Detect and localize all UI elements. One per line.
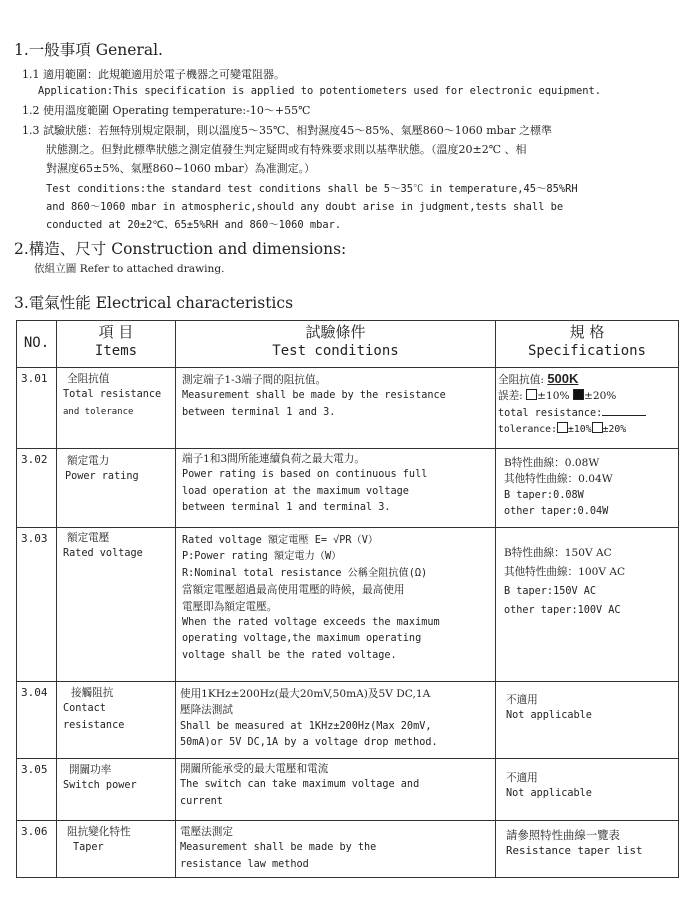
- tolerance-en-20-checkbox: [592, 422, 603, 433]
- row-item: 額定電力 Power rating: [57, 449, 176, 528]
- table-row: [17, 368, 679, 449]
- header-specifications: 規 格 Specifications: [496, 321, 679, 368]
- section-1-1-en: Application:This specification is applied to potentiometers used for electronic equipment.: [38, 85, 602, 97]
- header-test-conditions: 試驗條件 Test conditions: [176, 321, 496, 368]
- row-item: 全阻抗值 Total resistance and tolerance: [57, 368, 176, 449]
- row-spec: 不適用 Not applicable: [496, 682, 679, 759]
- row-test: Rated voltage 額定電壓 E= √PR（V） P:Power rating 額定電力（W） R:Nominal total resistance 公稱全阻抗值(Ω) 當額定電壓超過最高使用電壓的時候，最高使用 電壓即為額定電壓。 When the rated voltage exceeds the maximum operating voltage,the maximum operating voltage shall be the rated voltage.: [176, 528, 496, 682]
- row-item: 額定電壓 Rated voltage: [57, 528, 176, 682]
- header-no: NO.: [17, 321, 57, 368]
- row-test: 使用1KHz±200Hz(最大20mV,50mA)及5V DC,1A 壓降法測試 Shall be measured at 1KHz±200Hz(Max 20mV, 50mA)or 5V DC,1A by a voltage drop method.: [176, 682, 496, 759]
- section-1-3-en3: conducted at 20±2℃、65±5%RH and 860～1060 mbar.: [46, 219, 342, 231]
- row-no: 3.02: [17, 449, 57, 528]
- row-spec: B特性曲線：150V AC 其他特性曲線：100V AC B taper:150V AC other taper:100V AC: [496, 528, 679, 682]
- table-row: [17, 759, 679, 821]
- section-1-1-zh: 1.1 適用範圍：此規範適用於電子機器之可變電阻器。: [22, 68, 285, 81]
- row-test: 開關所能承受的最大電壓和電流 The switch can take maximum voltage and current: [176, 759, 496, 821]
- table-row: [17, 449, 679, 528]
- section-1-3-line3: 對濕度65±5%、氣壓860~1060 mbar）為准測定。）: [46, 162, 316, 175]
- row-test: 電壓法測定 Measurement shall be made by the resistance law method: [176, 821, 496, 878]
- section-1-3-line1: 1.3 試驗狀態：若無特別規定限制，則以溫度5～35℃、相對濕度45～85%、氣壓860～1060 mbar 之標準: [22, 124, 553, 137]
- section-3-title: 3.電氣性能 Electrical characteristics: [14, 294, 294, 312]
- section-1-title: 1.一般事項 General.: [14, 41, 163, 59]
- resistance-value: 500K: [547, 371, 579, 386]
- total-resistance-blank: [602, 405, 646, 416]
- tolerance-10-checkbox: [526, 389, 537, 400]
- row-item: 接觸阻抗 Contact resistance: [57, 682, 176, 759]
- electrical-characteristics-table: [16, 320, 679, 878]
- row-test: 端子1和3間所能連續負荷之最大電力。 Power rating is based on continuous full load operation at the maximum voltage between terminal 1 and terminal 3.: [176, 449, 496, 528]
- table-row: [17, 821, 679, 878]
- row-item: 阻抗變化特性 Taper: [57, 821, 176, 878]
- section-1-2: 1.2 使用溫度範圍 Operating temperature:-10～+55℃: [22, 104, 311, 117]
- tolerance-en-10-checkbox: [557, 422, 568, 433]
- table-row: [17, 528, 679, 682]
- section-1-3-line2: 狀態測之。但對此標準狀態之測定值發生判定疑問或有特殊要求則以基準狀態。（溫度20±2℃ 、相: [46, 143, 527, 156]
- section-2-text: 依組立圖 Refer to attached drawing.: [34, 263, 225, 275]
- row-spec: B特性曲線：0.08W 其他特性曲線：0.04W B taper:0.08W other taper:0.04W: [496, 449, 679, 528]
- section-2-title: 2.構造、尺寸 Construction and dimensions:: [14, 240, 347, 258]
- section-1-3-en1: Test conditions:the standard test conditions shall be 5～35℃ in temperature,45～85%RH: [46, 183, 578, 195]
- row-no: 3.04: [17, 682, 57, 759]
- row-no: 3.05: [17, 759, 57, 821]
- tolerance-20-checkbox: [573, 389, 584, 400]
- header-items: 項 目 Items: [57, 321, 176, 368]
- table-row: [17, 682, 679, 759]
- table-header-row: [17, 321, 679, 368]
- row-spec: 全阻抗值: 500K 誤差: ±10% ±20% total resistance: tolerance: ±10% ±20%: [496, 368, 679, 449]
- row-no: 3.01: [17, 368, 57, 449]
- row-spec: 不適用 Not applicable: [496, 759, 679, 821]
- row-no: 3.03: [17, 528, 57, 682]
- section-1-3-en2: and 860～1060 mbar in atmospheric,should any doubt arise in judgment,tests shall be: [46, 201, 564, 213]
- row-item: 開關功率 Switch power: [57, 759, 176, 821]
- row-spec: 請參照特性曲線一覽表 Resistance taper list: [496, 821, 679, 878]
- row-no: 3.06: [17, 821, 57, 878]
- row-test: 測定端子1-3端子間的阻抗值。 Measurement shall be made by the resistance between terminal 1 and 3.: [176, 368, 496, 449]
